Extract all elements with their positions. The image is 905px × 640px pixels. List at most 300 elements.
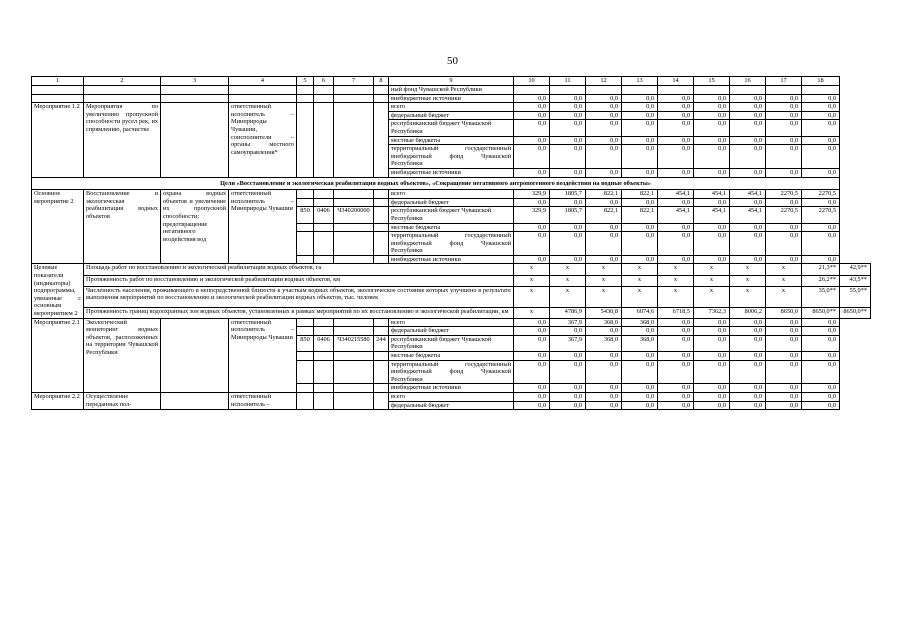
table-cell: 0,0 <box>766 327 802 336</box>
table-cell: x <box>658 286 694 307</box>
table-cell: 8650,0 <box>766 307 802 318</box>
table-cell <box>314 392 334 409</box>
table-cell: 0,0 <box>514 223 550 232</box>
table-cell: 0,0 <box>514 318 550 327</box>
table-cell <box>84 86 161 95</box>
table-cell: 0,0 <box>694 198 730 207</box>
column-number-cell: 10 <box>514 77 550 86</box>
table-cell: 0,0 <box>550 255 586 264</box>
table-cell <box>334 86 374 95</box>
table-cell: 0,0 <box>622 136 658 145</box>
table-cell: 0,0 <box>730 111 766 120</box>
table-cell: x <box>514 275 550 286</box>
table-cell: x <box>694 286 730 307</box>
table-cell: 0,0 <box>730 94 766 103</box>
table-cell <box>334 318 374 327</box>
table-cell <box>161 86 229 95</box>
table-cell: 0,0 <box>514 232 550 256</box>
table-cell <box>374 360 389 384</box>
table-cell: 0,0 <box>658 232 694 256</box>
table-cell <box>334 198 374 207</box>
table-cell: Протяженность границ водоохранных зон водных объектов, установленных в рамках мероприятий по их восстановлению и экологической реабилитации, км <box>84 307 514 318</box>
table-cell: 0,0 <box>766 120 802 136</box>
table-cell: 0,0 <box>550 384 586 393</box>
table-cell: 0,0 <box>514 136 550 145</box>
table-cell: 0,0 <box>550 352 586 361</box>
table-cell: 5430,8 <box>586 307 622 318</box>
table-cell: Восстановление и экологическая реабилитация водных объектов <box>84 190 161 264</box>
column-number-cell: 5 <box>297 77 314 86</box>
table-cell <box>229 94 297 103</box>
table-row <box>32 307 871 318</box>
table-cell: 0,0 <box>514 103 550 112</box>
table-cell: 0,0 <box>766 136 802 145</box>
table-cell: 0,0 <box>694 94 730 103</box>
table-cell <box>374 198 389 207</box>
table-cell: всего <box>389 318 514 327</box>
table-cell: 0,0 <box>586 94 622 103</box>
table-cell: 0,0 <box>802 168 840 177</box>
table-cell: 0,0 <box>586 392 622 401</box>
table-cell: 0,0 <box>766 168 802 177</box>
table-cell <box>297 94 314 103</box>
table-cell: 0,0 <box>730 255 766 264</box>
page-number: 50 <box>447 55 458 67</box>
table-cell: 2270,5 <box>802 207 840 223</box>
table-cell <box>297 232 314 256</box>
table-cell: 0,0 <box>694 401 730 410</box>
table-cell: 0,0 <box>658 94 694 103</box>
table-cell: 0,0 <box>694 327 730 336</box>
table-cell: 0,0 <box>658 384 694 393</box>
table-cell: Ч340200000 <box>334 207 374 223</box>
table-cell <box>314 86 334 95</box>
table-cell: 0,0 <box>802 255 840 264</box>
table-cell: 2270,5 <box>766 207 802 223</box>
table-cell: 0,0 <box>730 392 766 401</box>
table-cell: 0,0 <box>658 360 694 384</box>
table-cell <box>32 86 84 95</box>
table-cell: 4786,9 <box>550 307 586 318</box>
column-number-cell: 4 <box>229 77 297 86</box>
table-cell: 0,0 <box>622 232 658 256</box>
table-cell: 0,0 <box>730 145 766 169</box>
table-cell <box>374 392 389 409</box>
table-cell <box>334 352 374 361</box>
table-cell: 0,0 <box>514 327 550 336</box>
table-cell: 0,0 <box>622 223 658 232</box>
table-cell: x <box>658 264 694 275</box>
table-cell <box>334 94 374 103</box>
table-cell: 0,0 <box>550 327 586 336</box>
column-number-cell: 17 <box>766 77 802 86</box>
table-cell: республиканский бюджет Чувашской Республики <box>389 335 514 351</box>
table-cell: 0,0 <box>766 360 802 384</box>
table-cell: 0,0 <box>766 103 802 112</box>
table-cell <box>334 392 374 409</box>
table-cell: 368,0 <box>586 318 622 327</box>
table-cell: 0,0 <box>586 168 622 177</box>
table-cell: 0,0 <box>622 392 658 401</box>
table-cell: Мероприятие 2.2 <box>32 392 84 409</box>
table-cell: x <box>586 264 622 275</box>
table-cell <box>297 103 314 177</box>
table-cell: 0,0 <box>802 111 840 120</box>
table-cell: 454,1 <box>730 190 766 199</box>
table-cell <box>161 392 229 409</box>
table-cell: ответственный исполнитель – Минприроды Чувашии, соисполнители – органы местного самоуправления* <box>229 103 297 177</box>
table-cell: 0,0 <box>550 111 586 120</box>
table-cell: республиканский бюджет Чувашской Республики <box>389 207 514 223</box>
table-cell: 0,0 <box>514 145 550 169</box>
table-cell: x <box>514 286 550 307</box>
table-cell: 0,0 <box>658 223 694 232</box>
table-cell: 0,0 <box>622 168 658 177</box>
table-cell: 0,0 <box>766 232 802 256</box>
table-cell: 0,0 <box>550 94 586 103</box>
table-cell: 0,0 <box>694 103 730 112</box>
table-cell: 0,0 <box>622 401 658 410</box>
table-cell: 822,1 <box>622 190 658 199</box>
table-cell: 0,0 <box>766 198 802 207</box>
table-cell <box>374 327 389 336</box>
table-cell: 21,3** <box>802 264 840 275</box>
table-cell <box>161 103 229 177</box>
table-cell: 0,0 <box>694 232 730 256</box>
table-cell: 0,0 <box>802 232 840 256</box>
table-cell: 8006,2 <box>730 307 766 318</box>
table-cell: Мероприятие 2.1 <box>32 318 84 392</box>
table-cell: 0,0 <box>694 255 730 264</box>
table-cell: 0,0 <box>730 384 766 393</box>
table-cell: 6074,6 <box>622 307 658 318</box>
table-cell: 454,1 <box>658 207 694 223</box>
table-cell: 8650,0** <box>840 307 871 318</box>
table-cell <box>658 86 694 95</box>
table-cell: 0,0 <box>694 168 730 177</box>
table-cell <box>84 94 161 103</box>
table-cell: 0,0 <box>694 384 730 393</box>
table-cell: местные бюджеты <box>389 223 514 232</box>
column-number-cell: 6 <box>314 77 334 86</box>
table-cell: x <box>550 286 586 307</box>
table-cell <box>514 86 550 95</box>
column-number-cell: 8 <box>374 77 389 86</box>
header-row <box>32 77 871 86</box>
table-cell <box>374 352 389 361</box>
table-cell <box>374 255 389 264</box>
table-cell <box>314 384 334 393</box>
table-cell: 0,0 <box>622 327 658 336</box>
table-cell <box>297 198 314 207</box>
table-cell <box>297 223 314 232</box>
table-cell: 0,0 <box>658 327 694 336</box>
table-row <box>32 275 871 286</box>
table-cell <box>161 318 229 392</box>
table-cell: федеральный бюджет <box>389 198 514 207</box>
table-cell <box>314 94 334 103</box>
table-cell: 0,0 <box>766 318 802 327</box>
table-cell: 43,5** <box>840 275 871 286</box>
table-cell: 0,0 <box>622 360 658 384</box>
table-cell <box>229 86 297 95</box>
table-cell: 0,0 <box>586 327 622 336</box>
table-cell: 7362,3 <box>694 307 730 318</box>
table-cell: ответственный исполнитель – Минприроды Чувашии <box>229 190 297 264</box>
table-cell: 0,0 <box>802 136 840 145</box>
program-table <box>31 76 871 410</box>
table-cell: Протяженность работ по восстановлению и экологической реабилитации водных объектов, км <box>84 275 514 286</box>
table-cell: 0,0 <box>586 136 622 145</box>
table-cell: ответственный исполнитель – <box>229 392 297 409</box>
table-cell: 1805,7 <box>550 207 586 223</box>
table-cell: 0,0 <box>622 111 658 120</box>
table-cell: 55,0** <box>840 286 871 307</box>
table-cell: 368,0 <box>622 318 658 327</box>
table-cell: 0,0 <box>730 352 766 361</box>
table-cell: 0,0 <box>802 335 840 351</box>
table-cell: x <box>766 264 802 275</box>
table-cell: 0,0 <box>766 335 802 351</box>
table-cell <box>314 198 334 207</box>
table-cell: Мероприятие 1.2 <box>32 103 84 177</box>
table-cell: 0,0 <box>514 384 550 393</box>
table-cell: 0,0 <box>802 401 840 410</box>
table-cell: 0,0 <box>550 145 586 169</box>
table-cell: охрана водных объектов и увеличение их пропускной способности; предотвращение негативного воздействия вод <box>161 190 229 264</box>
table-cell <box>334 103 374 177</box>
table-cell: 0,0 <box>622 94 658 103</box>
table-cell <box>297 384 314 393</box>
table-cell <box>314 223 334 232</box>
table-cell: 0,0 <box>694 120 730 136</box>
table-cell: 0,0 <box>802 360 840 384</box>
table-cell: всего <box>389 190 514 199</box>
table-cell: 0,0 <box>550 198 586 207</box>
table-cell: 0,0 <box>766 111 802 120</box>
table-cell: территориальный государственный внебюджетный фонд Чувашской Республики <box>389 360 514 384</box>
table-cell <box>334 360 374 384</box>
table-cell: федеральный бюджет <box>389 401 514 410</box>
table-cell: 42,9** <box>840 264 871 275</box>
table-cell: 0,0 <box>658 392 694 401</box>
table-cell: 0,0 <box>730 223 766 232</box>
table-cell <box>802 86 840 95</box>
table-cell: республиканский бюджет Чувашской Республики <box>389 120 514 136</box>
column-number-cell: 14 <box>658 77 694 86</box>
table-row <box>32 318 871 327</box>
table-cell <box>297 255 314 264</box>
table-cell <box>374 207 389 223</box>
table-cell: Осуществление переданных пол- <box>84 392 161 409</box>
table-cell: 0,0 <box>514 111 550 120</box>
column-number-cell: 3 <box>161 77 229 86</box>
table-cell <box>314 318 334 327</box>
table-cell: 329,9 <box>514 207 550 223</box>
table-cell: 0,0 <box>514 255 550 264</box>
table-cell <box>314 327 334 336</box>
table-cell: 0,0 <box>694 111 730 120</box>
table-cell: внебюджетные источники <box>389 168 514 177</box>
table-cell: x <box>730 264 766 275</box>
table-cell <box>314 360 334 384</box>
table-cell <box>297 190 314 199</box>
table-cell: 329,9 <box>514 190 550 199</box>
table-cell <box>297 360 314 384</box>
table-row <box>32 286 871 307</box>
table-cell: 822,1 <box>586 190 622 199</box>
table-cell <box>374 86 389 95</box>
table-cell: местные бюджеты <box>389 136 514 145</box>
table-cell <box>586 86 622 95</box>
table-cell: 0,0 <box>550 223 586 232</box>
table-cell: 0,0 <box>766 255 802 264</box>
table-cell: 0,0 <box>514 198 550 207</box>
table-cell: ответственный исполнитель – Минприроды Чувашии <box>229 318 297 392</box>
table-cell <box>297 392 314 409</box>
table-cell <box>374 318 389 327</box>
table-cell: 0,0 <box>622 198 658 207</box>
table-cell: 0,0 <box>658 145 694 169</box>
table-cell <box>622 86 658 95</box>
table-cell: 0,0 <box>658 103 694 112</box>
table-cell <box>314 190 334 199</box>
table-cell: 454,1 <box>694 207 730 223</box>
table-cell: x <box>730 275 766 286</box>
table-cell: 822,1 <box>622 207 658 223</box>
table-cell: 0,0 <box>586 384 622 393</box>
table-cell: x <box>514 264 550 275</box>
table-cell: 0,0 <box>586 223 622 232</box>
table-cell: 0,0 <box>658 352 694 361</box>
table-cell: 0,0 <box>514 360 550 384</box>
table-cell: 0,0 <box>622 384 658 393</box>
table-cell: 0,0 <box>766 392 802 401</box>
table-row <box>32 103 871 112</box>
table-cell: 0,0 <box>694 136 730 145</box>
table-cell: 0,0 <box>730 168 766 177</box>
column-number-cell: 1 <box>32 77 84 86</box>
table-cell: ный фонд Чувашской Республики <box>389 86 514 95</box>
column-number-cell: 2 <box>84 77 161 86</box>
table-cell: 6718,5 <box>658 307 694 318</box>
table-cell: x <box>586 275 622 286</box>
table-cell <box>374 190 389 199</box>
table-cell: 0,0 <box>730 318 766 327</box>
table-cell: 244 <box>374 335 389 351</box>
table-cell <box>334 190 374 199</box>
column-number-cell: 18 <box>802 77 840 86</box>
table-cell: территориальный государственный внебюджетный фонд Чувашской Республики <box>389 232 514 256</box>
column-number-cell: 11 <box>550 77 586 86</box>
table-cell: x <box>586 286 622 307</box>
table-cell <box>314 352 334 361</box>
table-cell: 0,0 <box>586 352 622 361</box>
table-cell: 0,0 <box>658 335 694 351</box>
table-cell: 850 <box>297 207 314 223</box>
table-cell: 0,0 <box>730 327 766 336</box>
table-cell: 454,1 <box>730 207 766 223</box>
table-cell: 0,0 <box>730 198 766 207</box>
table-cell: 367,9 <box>550 335 586 351</box>
table-cell: 0,0 <box>622 120 658 136</box>
table-cell: 0406 <box>314 207 334 223</box>
table-cell <box>334 384 374 393</box>
table-cell: 368,0 <box>586 335 622 351</box>
table-cell: 0,0 <box>514 335 550 351</box>
table-cell: 0,0 <box>766 352 802 361</box>
table-cell: 0,0 <box>514 401 550 410</box>
table-cell: 0,0 <box>550 360 586 384</box>
table-cell: x <box>730 286 766 307</box>
table-row <box>32 86 871 95</box>
table-cell: 0,0 <box>694 335 730 351</box>
table-cell: 0,0 <box>694 318 730 327</box>
table-cell: 0,0 <box>658 120 694 136</box>
table-cell: 8650,0** <box>802 307 840 318</box>
section-goal-heading: Цели «Восстановление и экологическая реабилитация водных объектов», «Сокращение негативного антропогенного воздействия на водные объекты» <box>32 177 840 190</box>
table-cell <box>694 86 730 95</box>
table-cell: 0,0 <box>802 198 840 207</box>
table-cell: 0406 <box>314 335 334 351</box>
table-cell: Ч340215580 <box>334 335 374 351</box>
table-cell: 0,0 <box>550 103 586 112</box>
table-row <box>32 392 871 401</box>
table-cell: 454,1 <box>694 190 730 199</box>
table-cell: 0,0 <box>694 352 730 361</box>
table-cell: 0,0 <box>586 111 622 120</box>
table-cell: 0,0 <box>766 401 802 410</box>
table-cell <box>32 94 84 103</box>
table-cell <box>161 94 229 103</box>
table-cell: всего <box>389 392 514 401</box>
table-cell: 0,0 <box>802 384 840 393</box>
table-cell: 0,0 <box>730 232 766 256</box>
table-cell: x <box>694 275 730 286</box>
table-cell: 1805,7 <box>550 190 586 199</box>
table-cell <box>374 232 389 256</box>
table-cell <box>314 232 334 256</box>
table-cell: 0,0 <box>694 223 730 232</box>
table-cell: 0,0 <box>622 103 658 112</box>
table-cell: 0,0 <box>766 145 802 169</box>
table-cell: 0,0 <box>658 136 694 145</box>
table-cell: 0,0 <box>622 352 658 361</box>
table-cell: федеральный бюджет <box>389 327 514 336</box>
table-cell: 2270,5 <box>802 190 840 199</box>
column-number-cell: 9 <box>389 77 514 86</box>
table-cell <box>766 86 802 95</box>
table-cell: 0,0 <box>586 198 622 207</box>
table-cell: 367,9 <box>550 318 586 327</box>
table-cell <box>550 86 586 95</box>
table-cell: 0,0 <box>730 136 766 145</box>
table-cell <box>297 86 314 95</box>
table-cell: x <box>550 275 586 286</box>
table-cell: внебюджетные источники <box>389 255 514 264</box>
table-cell: Площадь работ по восстановлению и экологической реабилитации водных объектов, га <box>84 264 514 275</box>
table-cell: Целевые показатели (индикаторы) подпрограммы, увязанные с основным мероприятием 2 <box>32 264 84 318</box>
table-cell: 0,0 <box>802 392 840 401</box>
table-cell <box>314 103 334 177</box>
table-cell: x <box>622 275 658 286</box>
table-cell: x <box>658 275 694 286</box>
table-cell: 0,0 <box>514 168 550 177</box>
table-cell: Мероприятия по увеличению пропускной способности русел рек, их спрямлению, расчистке <box>84 103 161 177</box>
table-cell: 0,0 <box>586 103 622 112</box>
table-cell: Экологический мониторинг водных объектов, расположенных на территории Чувашской Республики <box>84 318 161 392</box>
table-cell: 0,0 <box>514 120 550 136</box>
